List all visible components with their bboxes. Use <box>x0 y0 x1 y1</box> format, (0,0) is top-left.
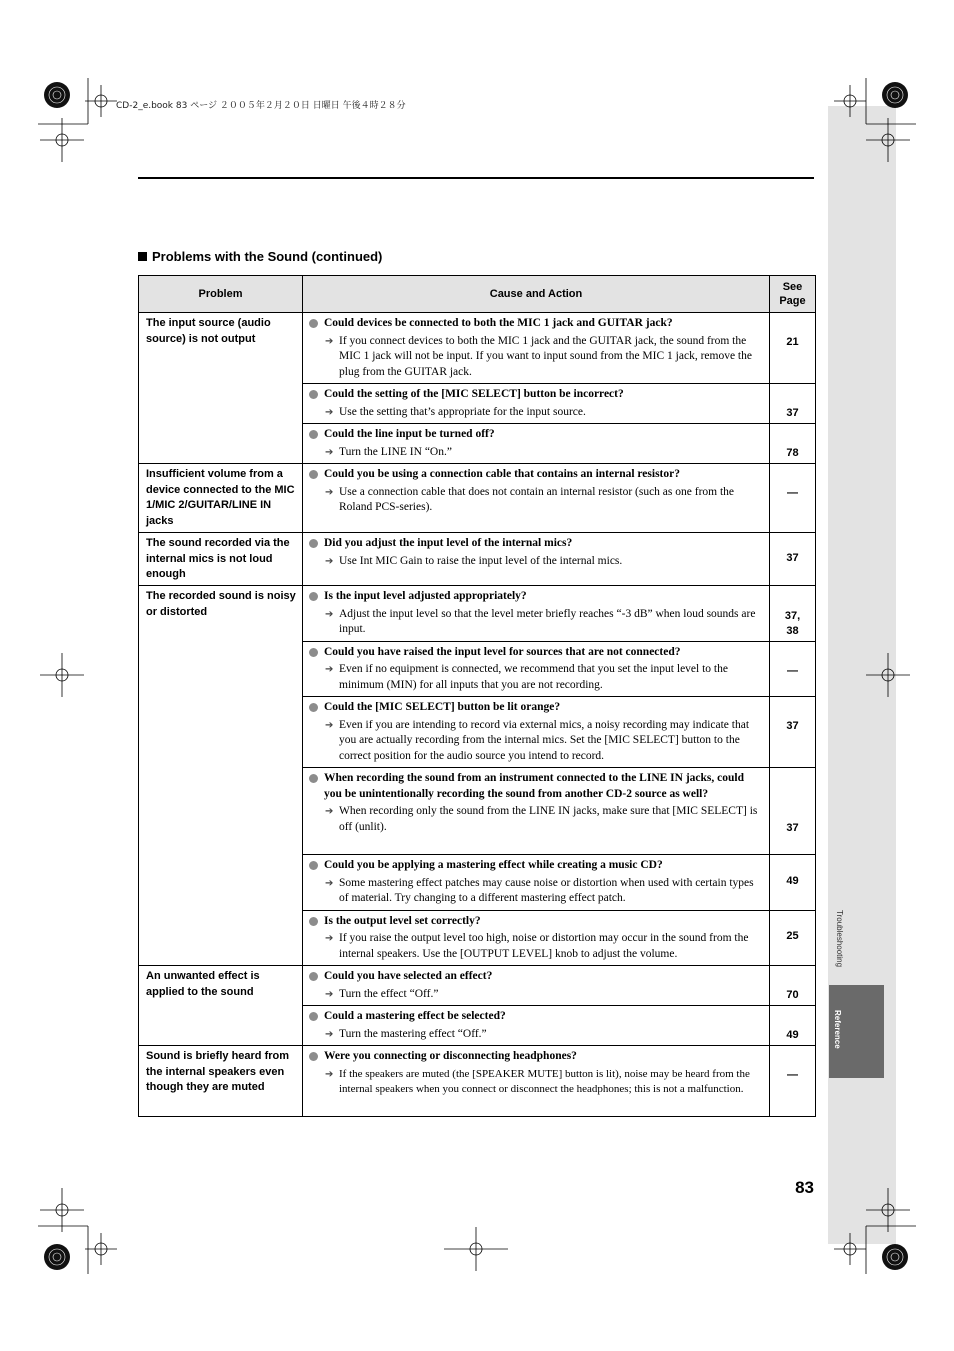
arrow-right-icon: ➔ <box>325 486 334 498</box>
page-ref: 37 <box>770 697 816 768</box>
print-header-info: CD-2_e.book 83 ページ ２００５年２月２０日 日曜日 午後４時２８分 <box>116 101 406 111</box>
cause-cell: Could the line input be turned off? ➔ Turn the LINE IN “On.” <box>303 424 770 464</box>
bullet-dot-icon <box>309 1052 318 1061</box>
table-row <box>139 586 816 642</box>
cause-cell: Could the setting of the [MIC SELECT] button be incorrect? ➔ Use the setting that’s appropriate for the input source. <box>303 384 770 424</box>
table-header-row <box>139 276 816 313</box>
page-ref: — <box>770 464 816 533</box>
page-number: 83 <box>795 1178 814 1197</box>
problem-cell: The sound recorded via the internal mics is not loud enough <box>139 533 303 586</box>
arrow-right-icon: ➔ <box>325 406 334 418</box>
side-tab-troubleshooting: Troubleshooting <box>835 910 844 968</box>
cause-cell: Could you be applying a mastering effect while creating a music CD? ➔ Some mastering effect patches may cause noise or distortion when used with certain types of material. Try changing to a different mastering effect patch. <box>303 855 770 911</box>
cause-cell: Could you have raised the input level for sources that are not connected? ➔ Even if no equipment is connected, we recommend that you set the input level to the minimum (MIN) for all inputs that you are not recording. <box>303 641 770 697</box>
page-ref: 70 <box>770 966 816 1006</box>
bullet-dot-icon <box>309 470 318 479</box>
bullet-dot-icon <box>309 861 318 870</box>
cause-cell: Is the output level set correctly? ➔ If you raise the output level too high, noise or distortion may occur in the sound from the internal speakers. Use the [OUTPUT LEVEL] knob to adjust the volume. <box>303 910 770 966</box>
cause-cell: Could you be using a connection cable that contains an internal resistor? ➔ Use a connection cable that does not contain an internal resistor (such as one from the Roland PCS-series). <box>303 464 770 533</box>
bullet-dot-icon <box>309 774 318 783</box>
arrow-right-icon: ➔ <box>325 335 334 347</box>
arrow-right-icon: ➔ <box>325 719 334 731</box>
cause-cell: Could the [MIC SELECT] button be lit orange? ➔ Even if you are intending to record via external mics, a noisy recording may indicate that you are actually recording from the internal mics. Set the [MIC SELECT] button to the correct position for the audio source you intend to record. <box>303 697 770 768</box>
page-ref: — <box>770 641 816 697</box>
arrow-right-icon: ➔ <box>325 1028 334 1040</box>
cause-cell: Could devices be connected to both the MIC 1 jack and GUITAR jack? ➔ If you connect devices to both the MIC 1 jack and the GUITAR jack, the sound from the MIC 1 jack will not be input. If you want to input sound from the MIC 1 jack, remove the plug from the GUITAR jack. <box>303 313 770 384</box>
problem-cell: The input source (audio source) is not output <box>139 313 303 464</box>
arrow-right-icon: ➔ <box>325 664 334 675</box>
page-ref: 78 <box>770 424 816 464</box>
cause-cell: When recording the sound from an instrument connected to the LINE IN jacks, could you be unintentionally recording the sound from another CD-2 source as well? ➔ When recording only the sound from the LINE IN jacks, make sure that [MIC SELECT] is off (unlit). <box>303 768 770 855</box>
page-ref: 49 <box>770 1006 816 1046</box>
page-ref: 37 <box>770 768 816 855</box>
page-ref: 21 <box>770 313 816 384</box>
bullet-dot-icon <box>309 390 318 399</box>
bullet-dot-icon <box>309 592 318 601</box>
arrow-right-icon: ➔ <box>325 933 334 944</box>
square-bullet-icon <box>138 252 147 261</box>
cause-cell: Could a mastering effect be selected? ➔ Turn the mastering effect “Off.” <box>303 1006 770 1046</box>
table-row <box>139 464 816 533</box>
bullet-dot-icon <box>309 1012 318 1021</box>
bullet-dot-icon <box>309 319 318 328</box>
table-row <box>139 533 816 586</box>
page-ref: 25 <box>770 910 816 966</box>
problem-cell: Sound is briefly heard from the internal speakers even though they are muted <box>139 1046 303 1117</box>
problem-cell: An unwanted effect is applied to the sound <box>139 966 303 1046</box>
bullet-dot-icon <box>309 917 318 926</box>
page-ref: 37 <box>770 533 816 586</box>
header-problem: Problem <box>139 276 303 313</box>
table-row <box>139 1046 816 1117</box>
bullet-dot-icon <box>309 539 318 548</box>
header-cause: Cause and Action <box>303 276 770 313</box>
page-ref: 37, 38 <box>770 586 816 642</box>
bullet-dot-icon <box>309 648 318 657</box>
bullet-dot-icon <box>309 972 318 981</box>
cause-cell: Were you connecting or disconnecting headphones? ➔ If the speakers are muted (the [SPEAKER MUTE] button is lit), noise may be heard from the internal speakers when you connect or disconnect the headphones; this is not a malfunction. <box>303 1046 770 1117</box>
table-row <box>139 313 816 384</box>
side-tab-reference: Reference <box>833 1010 842 1049</box>
cause-cell: Could you have selected an effect? ➔ Turn the effect “Off.” <box>303 966 770 1006</box>
arrow-right-icon: ➔ <box>325 555 334 567</box>
bullet-dot-icon <box>309 703 318 712</box>
page-ref: — <box>770 1046 816 1117</box>
arrow-right-icon: ➔ <box>325 806 334 817</box>
problem-cell: Insufficient volume from a device connected to the MIC 1/MIC 2/GUITAR/LINE IN jacks <box>139 464 303 533</box>
problem-cell: The recorded sound is noisy or distorted <box>139 586 303 966</box>
top-rule <box>138 177 814 179</box>
arrow-right-icon: ➔ <box>325 446 334 458</box>
arrow-right-icon: ➔ <box>325 608 334 620</box>
troubleshooting-table <box>138 275 816 1117</box>
page-ref: 37 <box>770 384 816 424</box>
cause-cell: Did you adjust the input level of the internal mics? ➔ Use Int MIC Gain to raise the input level of the internal mics. <box>303 533 770 586</box>
page-ref: 49 <box>770 855 816 911</box>
arrow-right-icon: ➔ <box>325 988 334 1000</box>
section-title: Problems with the Sound (continued) <box>138 249 382 264</box>
table-row <box>139 966 816 1006</box>
arrow-right-icon: ➔ <box>325 1068 334 1080</box>
header-page: See Page <box>770 276 816 313</box>
bullet-dot-icon <box>309 430 318 439</box>
arrow-right-icon: ➔ <box>325 877 334 889</box>
cause-cell: Is the input level adjusted appropriately? ➔ Adjust the input level so that the level meter briefly reaches “-3 dB” when loud sounds are input. <box>303 586 770 642</box>
